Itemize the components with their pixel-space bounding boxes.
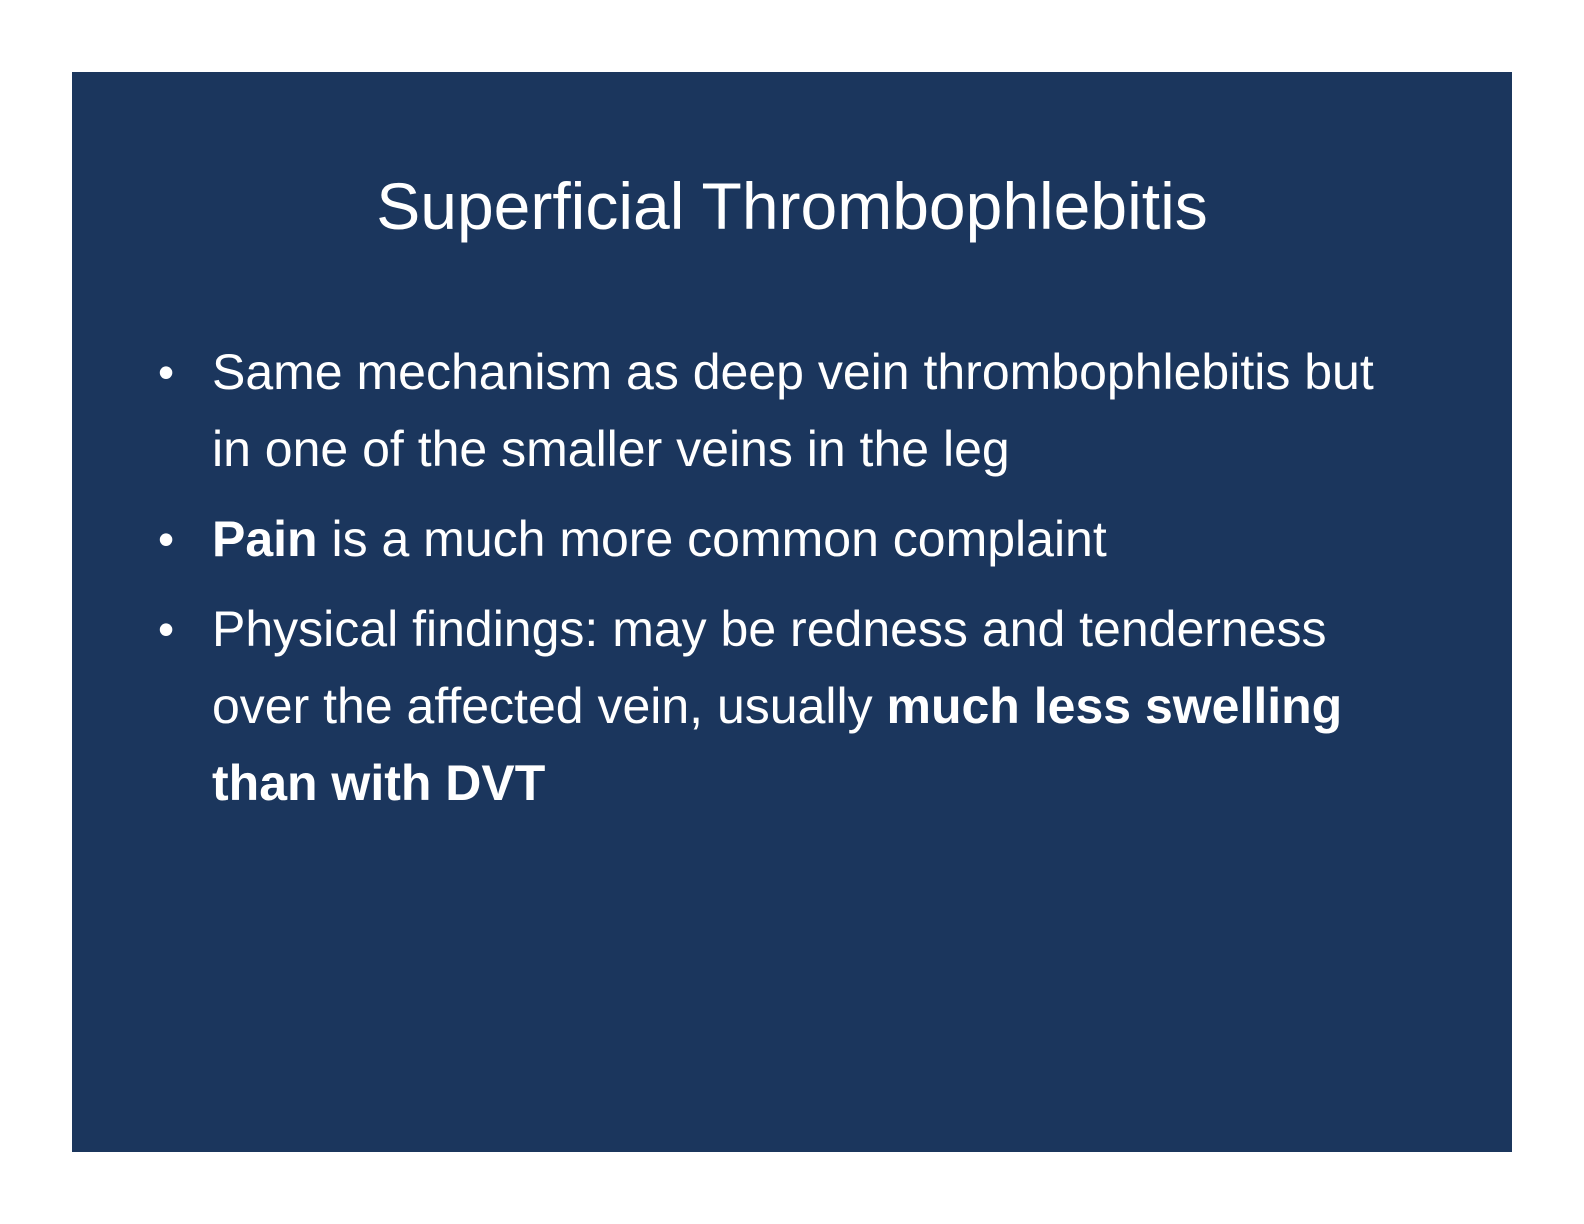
bullet-bold-text: much less swelling than with DVT (212, 678, 1343, 811)
bullet-bold-text: Pain (212, 511, 318, 567)
bullet-icon: • (158, 346, 175, 398)
slide-title: Superficial Thrombophlebitis (376, 169, 1208, 243)
bullet-item (158, 591, 1378, 822)
bullet-icon: • (158, 513, 175, 565)
bullet-icon: • (158, 603, 175, 655)
bullet-text: Physical findings: may be redness and tenderness over the affected vein, usually (212, 601, 1327, 734)
bullet-item (158, 334, 1378, 488)
bullet-text: Same mechanism as deep vein thrombophlebitis but in one of the smaller veins in the leg (212, 344, 1374, 477)
bullet-item (158, 501, 1378, 578)
bullet-text: is a much more common complaint (317, 511, 1107, 567)
slide (72, 72, 1512, 1152)
bullet-list (158, 334, 1378, 835)
